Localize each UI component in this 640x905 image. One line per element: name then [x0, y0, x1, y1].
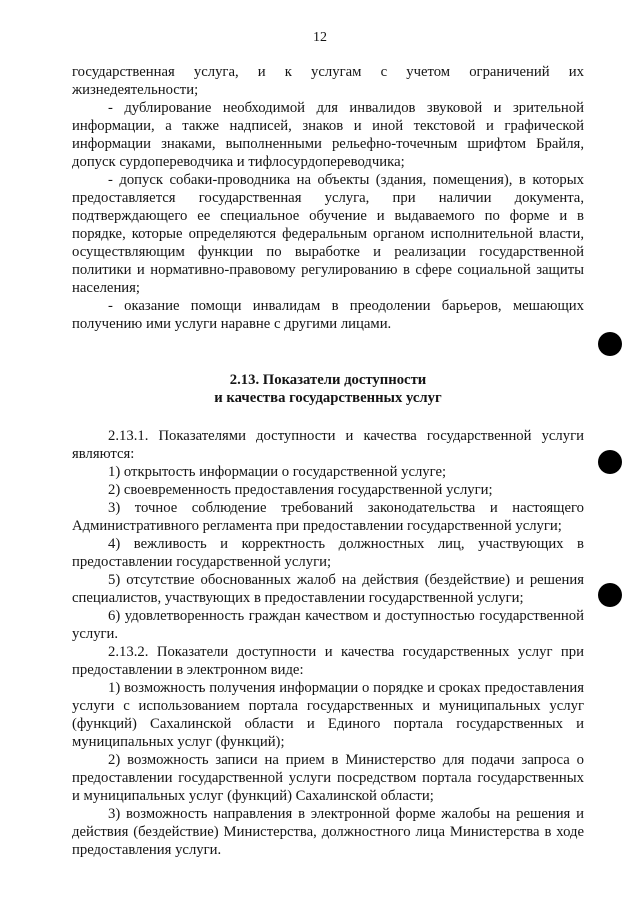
- paragraph: - дублирование необходимой для инвалидов звуковой и зрительной информации, а также надписей, знаков и иной текстовой и графической информации знаками, выполненными рельефно-точечным шрифтом Брайля, допуск сурдопереводчика и тифлосурдопереводчика;: [72, 100, 584, 170]
- section-heading-line: 2.13. Показатели доступности: [229, 372, 427, 388]
- list-item: 3) точное соблюдение требований законодательства и настоящего Административного регламента при предоставлении государственной услуги;: [72, 500, 584, 534]
- section-heading-line: и качества государственных услуг: [214, 390, 442, 406]
- list-item: 1) открытость информации о государственной услуге;: [108, 464, 447, 480]
- page-number: 12: [313, 30, 327, 45]
- binder-hole: [598, 450, 622, 474]
- list-item: 4) вежливость и корректность должностных лиц, участвующих в предоставлении государственной услуги;: [72, 536, 584, 570]
- list-item: 1) возможность получения информации о порядке и сроках предоставления услуги с использованием портала государственных и муниципальных услуг (функций) Сахалинской области и Единого портала государственных и муниципальных услуг (функций);: [72, 680, 584, 750]
- paragraph: - оказание помощи инвалидам в преодолении барьеров, мешающих получению ими услуги наравне с другими лицами.: [72, 298, 584, 332]
- list-item: 2) возможность записи на прием в Министерство для подачи запроса о предоставлении государственной услуги посредством портала государственных и муниципальных услуг (функций) Сахалинской области;: [72, 752, 584, 804]
- binder-hole: [598, 583, 622, 607]
- list-item: 6) удовлетворенность граждан качеством и доступностью государственной услуги.: [72, 608, 584, 642]
- list-item: 2) своевременность предоставления государственной услуги;: [108, 482, 493, 498]
- paragraph: - допуск собаки-проводника на объекты (здания, помещения), в которых предоставляется государственная услуга, при наличии документа, подтверждающего ее специальное обучение и выдаваемого по форме и в порядке, которые определяются федеральным органом исполнительной власти, осуществляющим функции по выработке и реализации государственной политики и нормативно-правовому регулированию в сфере социальной защиты населения;: [72, 172, 584, 296]
- list-item: 5) отсутствие обоснованных жалоб на действия (бездействие) и решения специалистов, участвующих в предоставлении государственной услуги;: [72, 572, 584, 606]
- binder-hole: [598, 332, 622, 356]
- list-item: 3) возможность направления в электронной форме жалобы на решения и действия (бездействие) Министерства, должностного лица Министерства в ходе предоставления услуги.: [72, 806, 584, 858]
- paragraph: 2.13.1. Показателями доступности и качества государственной услуги являются:: [72, 428, 584, 462]
- document-body: [72, 63, 584, 859]
- paragraph: государственная услуга, и к услугам с учетом ограничений их жизнедеятельности;: [72, 64, 584, 98]
- paragraph: 2.13.2. Показатели доступности и качества государственных услуг при предоставлении в электронном виде:: [72, 644, 584, 678]
- section-heading: [72, 371, 584, 407]
